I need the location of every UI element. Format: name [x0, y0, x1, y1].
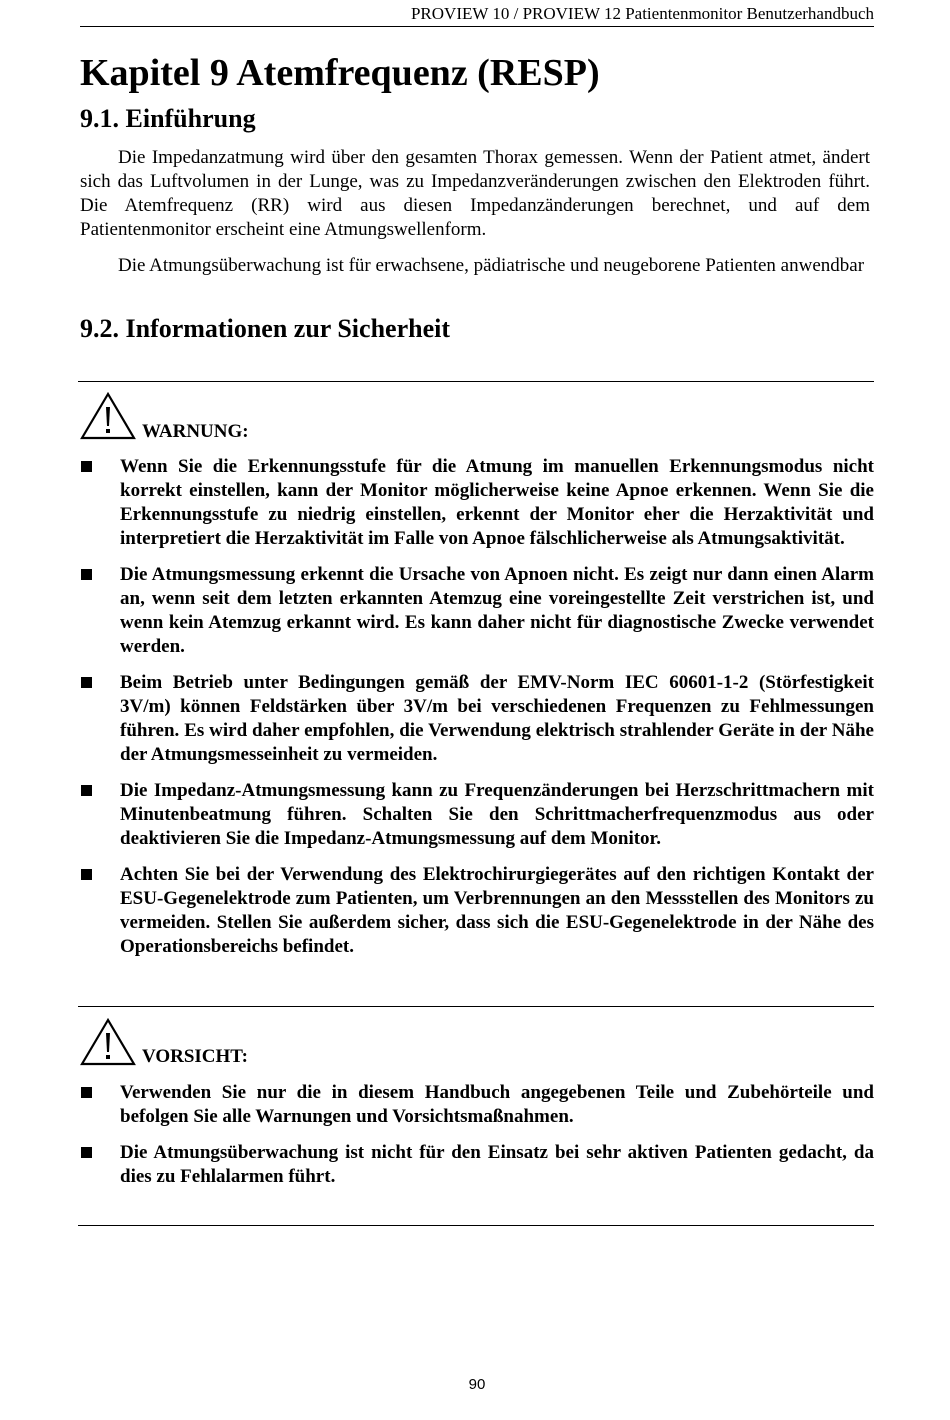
caution-item-text: Verwenden Sie nur die in diesem Handbuch angegebenen Teile und Zubehörteile und befolgen Sie alle Warnungen und Vorsichtsmaßnahmen. [120, 1082, 874, 1127]
warning-label: WARNUNG: [142, 421, 249, 442]
intro-paragraph-1: Die Impedanzatmung wird über den gesamten Thorax gemessen. Wenn der Patient atmet, ändert sich das Luftvolumen in der Lunge, was zu Impedanzveränderungen zwischen den Elektroden führt. Die Atemfrequenz (RR) wird aus diesen Impedanzänderungen berechnet, und auf dem Patientenmonitor erscheint eine Atmungswellenform. [80, 147, 870, 240]
bullet-square-icon [81, 569, 92, 580]
divider-rule [78, 1006, 874, 1007]
warning-item-text: Die Atmungsmessung erkennt die Ursache von Apnoen nicht. Es zeigt nur dann einen Alarm an, wenn seit dem letzten erkannten Atemzug eine voreingestellte Zeit verstrichen ist, und wenn kein Atemzug erkannt wird. Es kann daher nicht für diagnostische Zwecke verwendet werden. [120, 564, 874, 657]
intro-paragraph-2: Die Atmungsüberwachung ist für erwachsene, pädiatrische und neugeborene Patienten anwendbar [118, 255, 865, 276]
bullet-square-icon [81, 785, 92, 796]
list-item [80, 563, 874, 659]
page-number: 90 [468, 1376, 486, 1393]
list-item [80, 1081, 874, 1129]
running-header: PROVIEW 10 / PROVIEW 12 Patientenmonitor Benutzerhandbuch [80, 4, 874, 27]
section-title-introduction: 9.1. Einführung [80, 104, 256, 133]
list-item [80, 1141, 874, 1189]
warning-triangle-icon [80, 392, 136, 440]
list-item [80, 455, 874, 551]
section-title-safety: 9.2. Informationen zur Sicherheit [80, 314, 450, 343]
divider-rule [78, 1225, 874, 1226]
bullet-square-icon [81, 869, 92, 880]
caution-item-text: Die Atmungsüberwachung ist nicht für den Einsatz bei sehr aktiven Patienten gedacht, da dies zu Fehlalarmen führt. [120, 1142, 874, 1187]
bullet-square-icon [81, 1087, 92, 1098]
list-item [80, 863, 874, 959]
divider-rule [78, 381, 874, 382]
list-item [80, 779, 874, 851]
bullet-square-icon [81, 461, 92, 472]
warning-item-text: Beim Betrieb unter Bedingungen gemäß der EMV-Norm IEC 60601-1-2 (Störfestigkeit 3V/m) können Feldstärken über 3V/m bei verschiedenen Frequenzen zu Fehlmessungen führen. Es wird daher empfohlen, die Verwendung elektrisch strahlender Geräte in der Nähe der Atmungsmesseinheit zu vermeiden. [120, 672, 874, 765]
caution-label: VORSICHT: [142, 1046, 248, 1067]
warning-item-text: Achten Sie bei der Verwendung des Elektrochirurgiegerätes auf den richtigen Kontakt der ESU-Gegenelektrode zum Patienten, um Verbrennungen an den Messstellen des Monitors zu vermeiden. Stellen Sie außerdem sicher, dass sich die ESU-Gegenelektrode in der Nähe des Operationsbereichs befindet. [120, 864, 874, 957]
warning-item-text: Wenn Sie die Erkennungsstufe für die Atmung im manuellen Erkennungsmodus nicht korrekt einstellen, kann der Monitor möglicherweise keine Apnoe erkennen. Wenn Sie die Erkennungsstufe zu niedrig einstellen, erkennt der Monitor eher die Herzaktivität und interpretiert die Herzaktivität im Falle von Apnoe fälschlicherweise als Atmungsaktivität. [120, 456, 874, 549]
caution-list [80, 1081, 874, 1201]
list-item [80, 671, 874, 767]
bullet-square-icon [81, 677, 92, 688]
warning-triangle-icon [80, 1018, 136, 1066]
manual-page [80, 0, 874, 1420]
warning-item-text: Die Impedanz-Atmungsmessung kann zu Frequenzänderungen bei Herzschrittmachern mit Minutenbeatmung führen. Schalten Sie den Schrittmacherfrequenzmodus aus oder deaktivieren Sie die Impedanz-Atmungsmessung auf dem Monitor. [120, 780, 874, 849]
warning-list [80, 455, 874, 971]
chapter-title: Kapitel 9 Atemfrequenz (RESP) [80, 52, 600, 94]
bullet-square-icon [81, 1147, 92, 1158]
